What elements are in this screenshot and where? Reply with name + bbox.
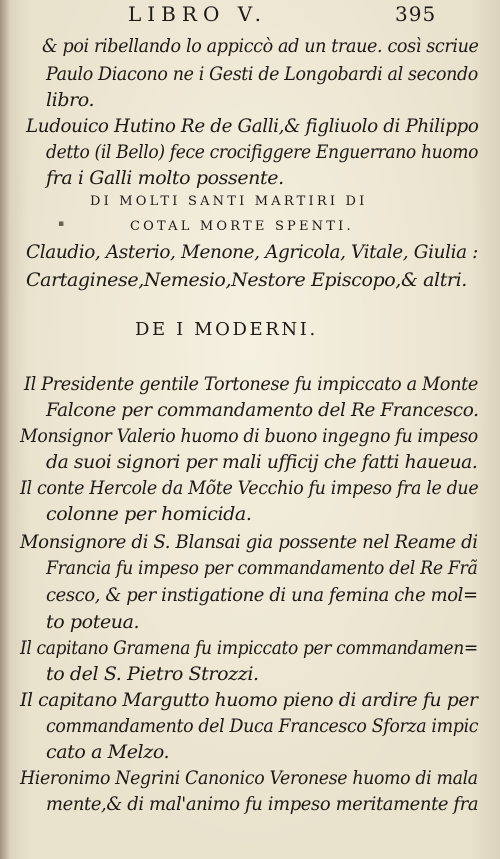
text-line: & poi ribellando lo appiccò ad un traue. così scriue [42, 35, 479, 57]
text-line: Il Presidente gentile Tortonese fu impiccato a Monte [24, 373, 478, 395]
text-line: Il capitano Margutto huomo pieno di ardire fu per [20, 689, 478, 711]
text-line: Claudio, Asterio, Menone, Agricola, Vitale, Giulia : [26, 241, 478, 263]
text-line: Hieronimo Negrini Canonico Veronese huomo di mala [20, 767, 478, 789]
martyrs-heading-line-1: DI MOLTI SANTI MARTIRI DI [90, 194, 368, 209]
text-line: mente,& di mal'animo fu impeso meritamente fra [46, 793, 479, 815]
text-line: Ludouico Hutino Re de Galli,& figliuolo di Philippo [26, 115, 479, 137]
signature-mark: ▪ [58, 219, 65, 229]
text-line: to del S. Pietro Strozzi. [46, 663, 259, 685]
section-title: DE I MODERNI. [135, 319, 318, 340]
text-line: colonne per homicida. [46, 503, 252, 525]
text-line: Monsignore di S. Blansai gia possente nel Reame di [20, 531, 478, 553]
text-line: Monsignor Valerio huomo di buono ingegno fu impeso [20, 425, 478, 447]
show-through-bleed [300, 343, 304, 357]
text-line: Cartaginese,Nemesio,Nestore Episcopo,& altri. [26, 269, 467, 291]
text-line: Il capitano Gramena fu impiccato per commandamen= [20, 637, 478, 659]
text-line: da suoi signori per mali ufficij che fatti haueua. [46, 451, 478, 473]
text-line: libro. [46, 89, 95, 111]
text-line: commandamento del Duca Francesco Sforza impic [46, 715, 479, 737]
text-line: Falcone per commandamento del Re Francesco. [46, 399, 479, 421]
text-line: Il conte Hercole da Mõte Vecchio fu impeso fra le due [20, 477, 479, 499]
text-line: fra i Galli molto possente. [46, 167, 284, 189]
running-title: LIBRO V. [128, 2, 267, 26]
text-line: cesco, & per instigatione di una femina che mol= [46, 584, 478, 606]
text-line: Paulo Diacono ne i Gesti de Longobardi al secondo [46, 63, 478, 85]
martyrs-heading-line-2: COTAL MORTE SPENTI. [130, 219, 354, 234]
page-number: 395 [395, 2, 437, 26]
text-line: cato a Melzo. [46, 741, 170, 763]
text-line: Francia fu impeso per commandamento del Re Frã [46, 557, 478, 579]
text-line: to poteua. [46, 611, 140, 633]
text-line: detto (il Bello) fece crocifiggere Enguerrano huomo [46, 141, 479, 163]
